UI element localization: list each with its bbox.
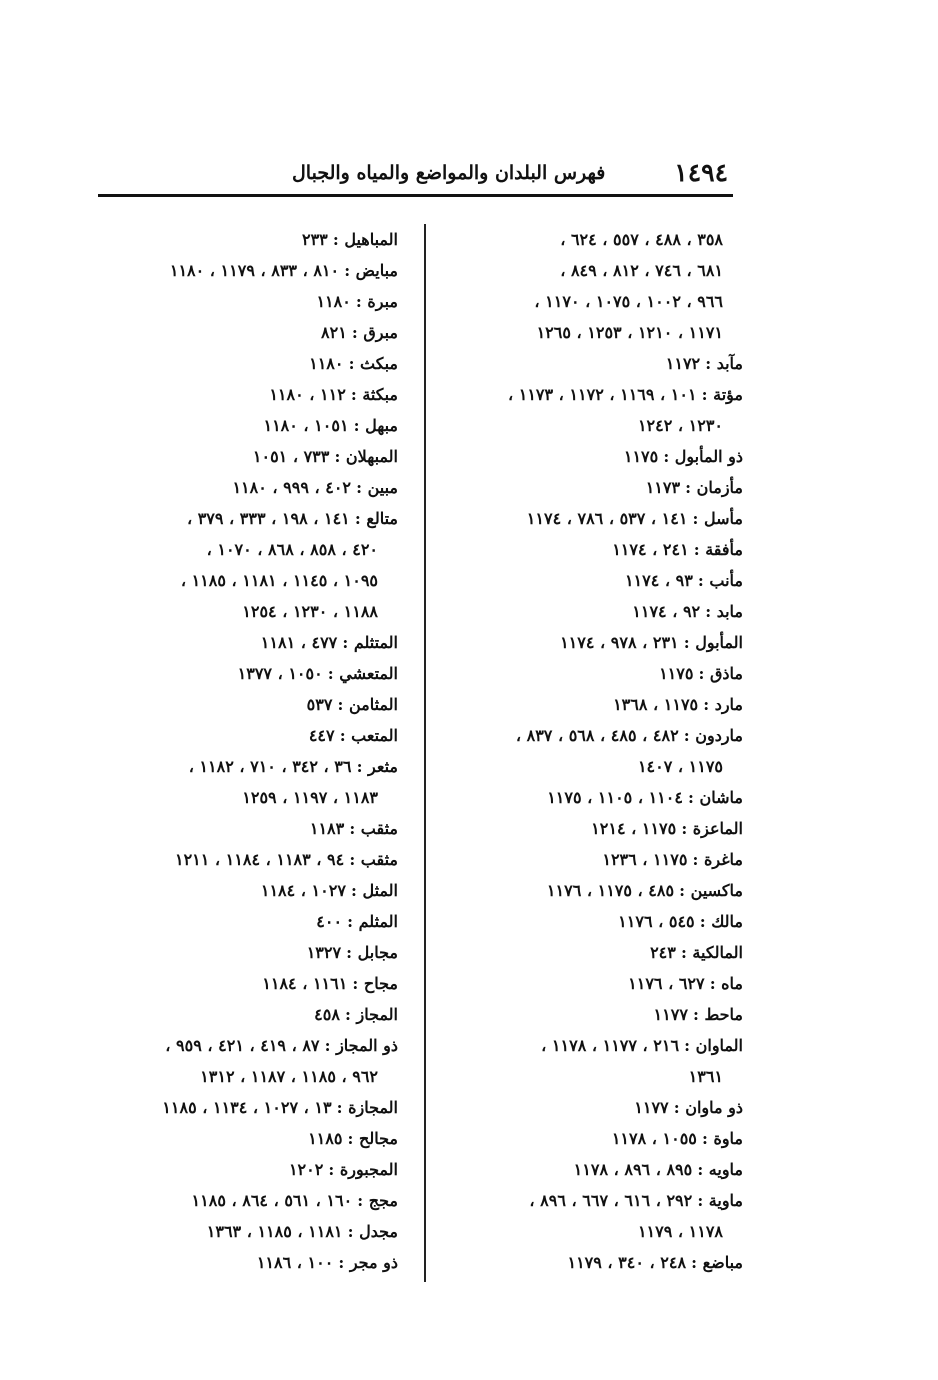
- entry-name: ماوية :: [697, 1191, 743, 1210]
- entry-page-refs: ٥٣٧: [306, 695, 333, 714]
- entry-page-refs: ١١٦١ ، ١١٨٤: [262, 974, 348, 993]
- entry-page-refs: ٢٩٢ ، ٦١٦ ، ٦٦٧ ، ٨٩٦ ،: [529, 1191, 693, 1210]
- index-entry: [103, 751, 398, 782]
- entry-page-refs: ٨٩٥ ، ٨٩٦ ، ١١٧٨: [573, 1160, 693, 1179]
- index-entry: [103, 844, 398, 875]
- entry-page-refs: ٨١٠ ، ٨٣٣ ، ١١٧٩ ، ١١٨٠: [169, 261, 340, 280]
- index-entry: [453, 534, 743, 565]
- entry-name: مجالح :: [347, 1129, 398, 1148]
- entry-name: مأسل :: [692, 509, 743, 528]
- index-entry: [453, 658, 743, 689]
- index-entry: [453, 627, 743, 658]
- entry-name: مالك :: [699, 912, 743, 931]
- entry-name: مؤتة :: [701, 385, 743, 404]
- entry-page-refs: ٩٣ ، ١١٧٤: [624, 571, 693, 590]
- entry-page-refs: ٢٤٣: [650, 943, 676, 962]
- entry-name: مأزمان :: [685, 478, 743, 497]
- index-entry: [453, 410, 743, 441]
- index-entry: [453, 968, 743, 999]
- entry-name: ماه :: [709, 974, 743, 993]
- index-entry: [103, 1154, 398, 1185]
- column-divider: [424, 224, 426, 1282]
- entry-name: الماعزة :: [681, 819, 743, 838]
- index-entry: [103, 503, 398, 534]
- index-entry: [103, 689, 398, 720]
- index-entry: [103, 906, 398, 937]
- entry-page-refs: ٩٢ ، ١١٧٤: [632, 602, 701, 621]
- index-entry: [453, 875, 743, 906]
- entry-page-refs: ٩٤ ، ١١٨٣ ، ١١٨٤ ، ١٢١١: [174, 850, 345, 869]
- entry-name: ماوة :: [701, 1129, 743, 1148]
- index-entry: [453, 751, 743, 782]
- entry-page-refs: ٦٨١ ، ٧٤٦ ، ٨١٢ ، ٨٤٩ ،: [560, 261, 723, 280]
- entry-page-refs: ٩٦٢ ، ١١٨٥ ، ١١٨٧ ، ١٣١٢: [200, 1067, 378, 1086]
- index-entry: [453, 1154, 743, 1185]
- index-entry: [103, 255, 398, 286]
- index-entry: [103, 534, 398, 565]
- entry-page-refs: ٥٤٥ ، ١١٧٦: [618, 912, 695, 931]
- entry-name: المتعشي :: [327, 664, 398, 683]
- index-entry: [453, 937, 743, 968]
- entry-name: المجاز :: [345, 1005, 398, 1024]
- entry-name: ماغرة :: [692, 850, 743, 869]
- entry-name: ماذق :: [698, 664, 743, 683]
- entry-name: ذو المجاز :: [324, 1036, 398, 1055]
- index-entry: [103, 286, 398, 317]
- entry-page-refs: ١٠٥٠ ، ١٣٧٧: [237, 664, 323, 683]
- index-entry: [103, 937, 398, 968]
- entry-name: ذو المأبول :: [663, 447, 743, 466]
- entry-page-refs: ١٦٠ ، ٥٦١ ، ٨٦٤ ، ١١٨٥: [191, 1191, 353, 1210]
- index-entry: [103, 1185, 398, 1216]
- entry-name: مبكثة :: [350, 385, 398, 404]
- entry-name: مبهل :: [353, 416, 398, 435]
- entry-name: المثل :: [351, 881, 398, 900]
- entry-name: ماحط :: [693, 1005, 743, 1024]
- entry-page-refs: ٤٠٠: [316, 912, 343, 931]
- entry-page-refs: ١٤١ ، ٥٣٧ ، ٧٨٦ ، ١١٧٤: [526, 509, 688, 528]
- index-entry: [453, 255, 743, 286]
- entry-page-refs: ١٤١ ، ١٩٨ ، ٣٣٣ ، ٣٧٩ ،: [186, 509, 350, 528]
- index-entry: [453, 782, 743, 813]
- entry-page-refs: ١١٨٠: [309, 354, 344, 373]
- index-entry: [453, 844, 743, 875]
- index-entry: [453, 1092, 743, 1123]
- entry-name: مبايض :: [344, 261, 398, 280]
- entry-name: المتثلم :: [342, 633, 398, 652]
- index-entry: [103, 1123, 398, 1154]
- index-entry: [453, 720, 743, 751]
- entry-name: مباضع :: [691, 1253, 743, 1272]
- entry-name: الماوان :: [684, 1036, 743, 1055]
- entry-page-refs: ١١٧٥: [659, 664, 694, 683]
- entry-name: مابد :: [705, 602, 743, 621]
- entry-name: المثلم :: [347, 912, 398, 931]
- entry-name: ماويه :: [697, 1160, 743, 1179]
- entry-name: مأفقة :: [693, 540, 743, 559]
- entry-name: مجج :: [357, 1191, 398, 1210]
- entry-page-refs: ١١٨٠: [316, 292, 351, 311]
- entry-name: المثامن :: [337, 695, 398, 714]
- page-title: فهرس البلدان والمواضع والمياه والجبال: [292, 162, 606, 184]
- index-entry: [103, 875, 398, 906]
- index-entry: [453, 472, 743, 503]
- entry-page-refs: ٢٣١ ، ٩٧٨ ، ١١٧٤: [560, 633, 679, 652]
- entry-page-refs: ٨٧ ، ٤١٩ ، ٤٢١ ، ٩٥٩ ،: [165, 1036, 320, 1055]
- entry-name: مجدل :: [347, 1222, 398, 1241]
- entry-page-refs: ٤٨٥ ، ١١٧٥ ، ١١٧٦: [546, 881, 675, 900]
- entry-page-refs: ١٣٢٧: [306, 943, 342, 962]
- entry-page-refs: ١١٢ ، ١١٨٠: [269, 385, 346, 404]
- index-entry: [103, 565, 398, 596]
- index-entry: [103, 441, 398, 472]
- header-rule: [98, 194, 733, 197]
- entry-page-refs: ١٠٠ ، ١١٨٦: [256, 1253, 334, 1272]
- index-entry: [103, 317, 398, 348]
- index-entry: [103, 224, 398, 255]
- entry-page-refs: ١١٨٣: [309, 819, 345, 838]
- entry-name: ماشان :: [688, 788, 743, 807]
- index-entry: [103, 1216, 398, 1247]
- entry-name: ذو ماوان :: [673, 1098, 743, 1117]
- entry-page-refs: ٧٣٣ ، ١٠٥١: [252, 447, 330, 466]
- entry-page-refs: ٤٢٠ ، ٨٥٨ ، ٨٦٨ ، ١٠٧٠ ،: [206, 540, 378, 559]
- entry-name: المجبورة :: [328, 1160, 398, 1179]
- entry-page-refs: ١١٨٨ ، ١٢٣٠ ، ١٢٥٤: [242, 602, 378, 621]
- index-entry: [103, 720, 398, 751]
- right-column: [453, 224, 743, 1278]
- entry-name: المبهلان :: [334, 447, 398, 466]
- entry-name: مبين :: [356, 478, 398, 497]
- index-entry: [103, 379, 398, 410]
- page-number: ١٤٩٤: [674, 158, 728, 187]
- index-entry: [103, 658, 398, 689]
- index-entry: [103, 1030, 398, 1061]
- entry-name: مبكث :: [348, 354, 398, 373]
- entry-page-refs: ١٠٢٧ ، ١١٨٤: [260, 881, 346, 900]
- entry-page-refs: ٢٤١ ، ١١٧٤: [612, 540, 689, 559]
- entry-page-refs: ٤٧٧ ، ١١٨١: [260, 633, 338, 652]
- index-entry: [453, 1185, 743, 1216]
- entry-name: المتعب :: [339, 726, 398, 745]
- index-entry: [453, 503, 743, 534]
- entry-page-refs: ٢٤٨ ، ٣٤٠ ، ١١٧٩: [567, 1253, 687, 1272]
- index-entry: [453, 1123, 743, 1154]
- index-entry: [453, 317, 743, 348]
- entry-page-refs: ٤٠٢ ، ٩٩٩ ، ١١٨٠: [232, 478, 352, 497]
- index-entry: [453, 224, 743, 255]
- entry-page-refs: ١٢٠٢: [288, 1160, 324, 1179]
- entry-name: مجابل :: [346, 943, 398, 962]
- entry-page-refs: ١٠٩٥ ، ١١٤٥ ، ١١٨١ ، ١١٨٥ ،: [180, 571, 378, 590]
- entry-name: ماكسين :: [679, 881, 743, 900]
- left-column: [103, 224, 398, 1278]
- entry-name: مبرق :: [351, 323, 398, 342]
- entry-page-refs: ١٠١ ، ١١٦٩ ، ١١٧٢ ، ١١٧٣ ،: [507, 385, 697, 404]
- entry-name: المالكية :: [680, 943, 743, 962]
- entry-page-refs: ١١٨٥: [308, 1129, 343, 1148]
- entry-name: مثقب :: [349, 819, 398, 838]
- index-entry: [453, 999, 743, 1030]
- index-entry: [103, 999, 398, 1030]
- index-entry: [103, 472, 398, 503]
- entry-page-refs: ٣٦ ، ٣٤٢ ، ٧١٠ ، ١١٨٢ ،: [188, 757, 352, 776]
- entry-name: مبرة :: [355, 292, 398, 311]
- index-entry: [453, 1061, 743, 1092]
- index-entry: [453, 286, 743, 317]
- entry-page-refs: ٢١٦ ، ١١٧٧ ، ١١٧٨ ،: [541, 1036, 680, 1055]
- entry-name: المباهيل :: [332, 230, 398, 249]
- entry-page-refs: ١٠٥٥ ، ١١٧٨: [611, 1129, 697, 1148]
- index-entry: [453, 348, 743, 379]
- entry-page-refs: ١١٧٧: [653, 1005, 688, 1024]
- index-entry: [103, 348, 398, 379]
- index-entry: [453, 596, 743, 627]
- entry-name: ذو مجر :: [338, 1253, 398, 1272]
- index-entry: [453, 906, 743, 937]
- index-entry: [103, 1247, 398, 1278]
- entry-page-refs: ٢٣٣: [301, 230, 328, 249]
- entry-name: مأنب :: [697, 571, 743, 590]
- index-entry: [453, 689, 743, 720]
- entry-page-refs: ١١٧٥ ، ١٢١٤: [591, 819, 677, 838]
- entry-name: المجازة :: [336, 1098, 398, 1117]
- entry-page-refs: ١١٠٤ ، ١١٠٥ ، ١١٧٥: [547, 788, 683, 807]
- entry-page-refs: ١١٧٥ ، ١٣٦٨: [613, 695, 699, 714]
- entry-name: المأبول :: [683, 633, 743, 652]
- index-entry: [103, 1061, 398, 1092]
- index-entry: [453, 1216, 743, 1247]
- index-entry: [103, 410, 398, 441]
- entry-page-refs: ٨٢١: [321, 323, 347, 342]
- entry-page-refs: ١١٨٣ ، ١١٩٧ ، ١٢٥٩: [242, 788, 378, 807]
- entry-name: متالع :: [354, 509, 398, 528]
- entry-page-refs: ٤٨٢ ، ٤٨٥ ، ٥٦٨ ، ٨٣٧ ،: [515, 726, 679, 745]
- entry-page-refs: ١١٧٨ ، ١١٧٩: [637, 1222, 723, 1241]
- entry-page-refs: ١٣٦١: [688, 1067, 723, 1086]
- entry-page-refs: ١١٧٢: [665, 354, 701, 373]
- entry-page-refs: ١٣ ، ١٠٢٧ ، ١١٣٤ ، ١١٨٥: [162, 1098, 332, 1117]
- entry-name: مثقب :: [349, 850, 398, 869]
- entry-name: مارد :: [703, 695, 743, 714]
- entry-page-refs: ١١٧٥ ، ١٢٣٦: [602, 850, 688, 869]
- entry-name: ماردون :: [683, 726, 743, 745]
- index-entry: [453, 1030, 743, 1061]
- index-entry: [103, 596, 398, 627]
- index-entry: [103, 627, 398, 658]
- entry-page-refs: ٣٥٨ ، ٤٨٨ ، ٥٥٧ ، ٦٢٤ ،: [560, 230, 723, 249]
- entry-page-refs: ٦٢٧ ، ١١٧٦: [628, 974, 705, 993]
- entry-page-refs: ١١٧١ ، ١٢١٠ ، ١٢٥٣ ، ١٢٦٥: [536, 323, 723, 342]
- entry-page-refs: ٤٥٨: [314, 1005, 340, 1024]
- index-entry: [453, 379, 743, 410]
- index-entry: [103, 968, 398, 999]
- entry-page-refs: ٤٤٧: [308, 726, 335, 745]
- entry-page-refs: ١٢٣٠ ، ١٢٤٢: [637, 416, 723, 435]
- index-entry: [103, 813, 398, 844]
- entry-name: مآبد :: [705, 354, 743, 373]
- entry-page-refs: ١١٧٥ ، ١٤٠٧: [637, 757, 723, 776]
- index-entry: [103, 782, 398, 813]
- entry-name: مثعر :: [356, 757, 398, 776]
- entry-page-refs: ١١٧٧: [634, 1098, 669, 1117]
- entry-page-refs: ١١٧٥: [623, 447, 659, 466]
- index-entry: [453, 813, 743, 844]
- entry-page-refs: ١١٨١ ، ١١٨٥ ، ١٣٦٣: [206, 1222, 343, 1241]
- entry-name: مجاح :: [352, 974, 398, 993]
- entry-page-refs: ١١٧٣: [645, 478, 681, 497]
- index-entry: [453, 565, 743, 596]
- entry-page-refs: ٩٦٦ ، ١٠٠٢ ، ١٠٧٥ ، ١١٧٠ ،: [534, 292, 723, 311]
- page-header: [100, 158, 728, 190]
- index-entry: [103, 1092, 398, 1123]
- index-entry: [453, 1247, 743, 1278]
- index-entry: [453, 441, 743, 472]
- entry-page-refs: ١٠٥١ ، ١١٨٠: [263, 416, 349, 435]
